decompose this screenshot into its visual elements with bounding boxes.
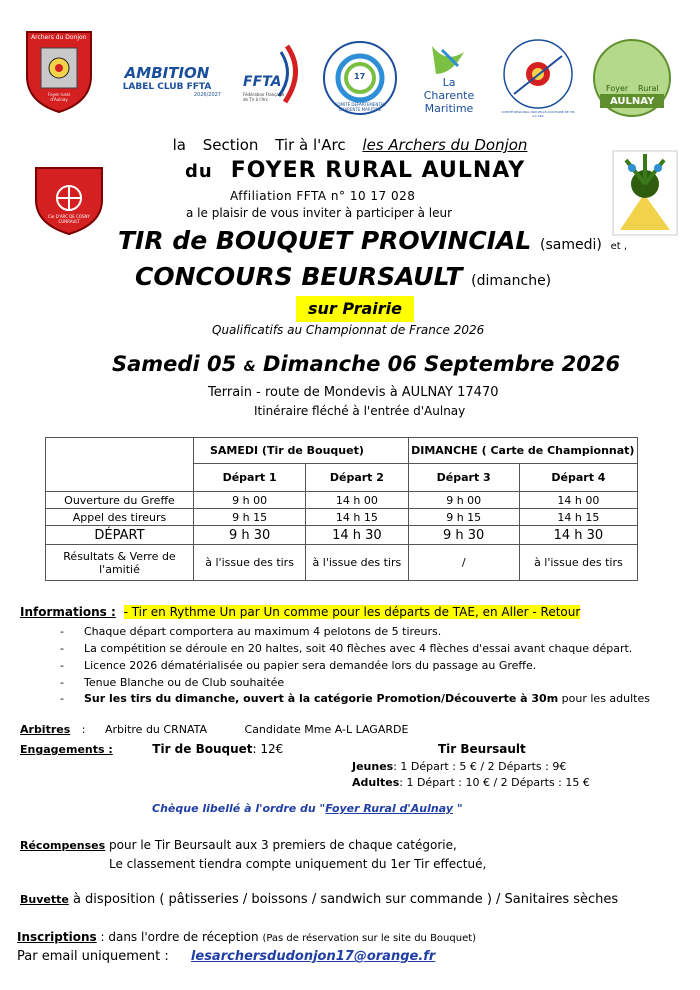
samedi-header: SAMEDI (Tir de Bouquet) <box>193 438 408 464</box>
title-bouquet-et: et , <box>610 241 627 252</box>
depart-3-header: Départ 3 <box>408 464 519 492</box>
list-item: - Sur les tirs du dimanche, ouvert à la catégorie Promotion/Découverte à 30m pour les adultes <box>60 692 650 705</box>
foyer-logo-top: Foyer <box>606 84 629 93</box>
table-cell: 14 h 30 <box>519 526 637 545</box>
table-cell: 9 h 15 <box>193 509 305 526</box>
buvette-text: à disposition ( pâtisseries / boissons / sandwich sur commande ) / Sanitaires sèches <box>68 892 619 907</box>
foyer-name: FOYER RURAL AULNAY <box>230 158 526 183</box>
row-label-line2: l'amitié <box>99 562 140 576</box>
informations-highlight: - Tir en Rythme Un par Un comme pour les départs de TAE, en Aller - Retour <box>123 605 581 619</box>
archers-logo-bottom-text: Foyer rural d'Aulnay <box>48 92 70 102</box>
title-beursault-text: CONCOURS BEURSAULT <box>135 262 463 291</box>
itineraire-text: Itinéraire fléché à l'entrée d'Aulnay <box>254 404 466 418</box>
cheque-payee: Foyer Rural d'Aulnay <box>325 802 453 815</box>
jeunes-price: : 1 Départ : 5 € / 2 Départs : 9€ <box>393 760 567 773</box>
date-sunday: Dimanche 06 Septembre 2026 <box>263 352 621 376</box>
foyer-du: du <box>185 161 213 182</box>
recompenses-text: pour le Tir Beursault aux 3 premiers de chaque catégorie, <box>105 838 457 852</box>
event-date <box>112 352 620 376</box>
row-label <box>46 545 194 581</box>
cheque-line <box>152 802 463 815</box>
depart-4-header: Départ 4 <box>519 464 637 492</box>
bouquet-fee: : 12€ <box>252 742 284 756</box>
title-bouquet-text: TIR de BOUQUET PROVINCIAL <box>118 226 532 255</box>
archers-logo-top-text: Archers du Donjon <box>31 34 87 41</box>
comite-regional-text: COMITÉ RÉGIONAL NOUVELLE-AQUITAINE DE TIR À L'ARC <box>501 110 575 118</box>
foyer-line <box>185 158 525 183</box>
prairie-badge: sur Prairie <box>296 296 414 322</box>
ambition-label-logo <box>113 62 221 100</box>
row-label: Ouverture du Greffe <box>46 492 194 509</box>
table-cell: à l'issue des tirs <box>193 545 305 581</box>
bouquet-fee-label: Tir de Bouquet <box>152 742 253 756</box>
table-cell: 9 h 00 <box>408 492 519 509</box>
inscriptions-text: : dans l'ordre de réception <box>96 930 263 944</box>
ambition-sub: LABEL CLUB FFTA <box>122 82 212 92</box>
email-line <box>17 949 435 964</box>
section-line <box>0 136 700 154</box>
cie-arc-logo <box>30 164 108 236</box>
list-item: - Licence 2026 dématérialisée ou papier sera demandée lors du passage au Greffe. <box>60 659 537 672</box>
adultes-price: : 1 Départ : 10 € / 2 Départs : 15 € <box>399 776 590 789</box>
cheque-suffix: " <box>453 802 463 815</box>
email-link[interactable]: lesarchersdudonjon17@orange.fr <box>190 949 436 964</box>
ffta-title: FFTA <box>243 74 282 90</box>
table-row <box>46 509 638 526</box>
recompenses-label: Récompenses <box>20 839 106 852</box>
bullet-text: Tenue Blanche ou de Club souhaitée <box>84 676 285 689</box>
affiliation: Affiliation FFTA n° 10 17 028 <box>230 189 416 203</box>
informations-line <box>20 605 580 619</box>
email-label: Par email uniquement : <box>17 949 169 964</box>
recompenses-line <box>20 838 457 852</box>
schedule-table <box>45 437 638 581</box>
invite-text: a le plaisir de vous inviter à participer à leur <box>186 206 453 220</box>
ambition-title: AMBITION <box>124 64 210 82</box>
bullet-text: Licence 2026 dématérialisée ou papier sera demandée lors du passage au Greffe. <box>84 659 537 672</box>
table-corner <box>46 438 194 492</box>
section-word-tir: Tir à l'Arc <box>275 136 346 154</box>
section-word-section: Section <box>202 136 259 154</box>
arbitres-colon: : <box>81 723 86 736</box>
title-beursault <box>135 262 551 291</box>
depart-2-header: Départ 2 <box>306 464 408 492</box>
row-label: DÉPART <box>46 526 194 545</box>
list-item: - Chaque départ comportera au maximum 4 pelotons de 5 tireurs. <box>60 625 442 638</box>
title-bouquet <box>118 226 627 255</box>
table-cell: 14 h 00 <box>306 492 408 509</box>
recompenses-line2: Le classement tiendra compte uniquement du 1er Tir effectué, <box>109 857 487 871</box>
table-cell: à l'issue des tirs <box>306 545 408 581</box>
inscriptions-label: Inscriptions <box>17 930 97 944</box>
depart-1-header: Départ 1 <box>193 464 305 492</box>
list-item: - La compétition se déroule en 20 haltes, soit 40 flèches avec 4 flèches d'essai avant chaque départ. <box>60 642 633 655</box>
title-bouquet-suffix: (samedi) <box>540 237 602 253</box>
arbitres-label: Arbitres <box>20 723 71 736</box>
arbitre-1: Arbitre du CRNATA <box>105 723 208 736</box>
charente-title: La Charente Maritime <box>423 76 475 115</box>
bullet-text: La compétition se déroule en 20 haltes, soit 40 flèches avec 4 flèches d'essai avant chaque départ. <box>84 642 633 655</box>
table-cell: 9 h 15 <box>408 509 519 526</box>
bullet-text: pour les adultes <box>558 692 650 705</box>
adultes-label: Adultes <box>352 776 400 789</box>
engagements-label: Engagements : <box>20 743 113 756</box>
row-label-line1: Résultats & Verre de <box>63 549 176 563</box>
table-row <box>46 545 638 581</box>
ambition-year: 2026/2027 <box>193 92 221 98</box>
foyer-logo-bottom: AULNAY <box>610 96 655 107</box>
table-row <box>46 526 638 545</box>
archers-du-donjon-logo <box>25 30 93 114</box>
bullet-text: Chaque départ comportera au maximum 4 pelotons de 5 tireurs. <box>84 625 442 638</box>
informations-label: Informations : <box>20 605 116 619</box>
table-cell: à l'issue des tirs <box>519 545 637 581</box>
arbitres-line <box>20 723 408 736</box>
table-cell: 9 h 30 <box>408 526 519 545</box>
adultes-line <box>352 776 590 789</box>
comite-regional-logo <box>500 34 576 120</box>
section-word-la: la <box>172 136 186 154</box>
table-cell: 14 h 30 <box>306 526 408 545</box>
dimanche-header: DIMANCHE ( Carte de Championnat) <box>408 438 637 464</box>
jeunes-label: Jeunes <box>352 760 394 773</box>
date-saturday: Samedi 05 <box>112 352 237 376</box>
comite-dep-text: COMITÉ DÉPARTEMENTAL CHARENTE MARITIME <box>334 102 386 112</box>
buvette-line <box>20 892 618 907</box>
arbitre-2: Candidate Mme A-L LAGARDE <box>244 723 409 736</box>
beursault-fee-label: Tir Beursault <box>438 742 526 756</box>
table-cell: / <box>408 545 519 581</box>
table-row <box>46 492 638 509</box>
row-label: Appel des tireurs <box>46 509 194 526</box>
list-item: - Tenue Blanche ou de Club souhaitée <box>60 676 285 689</box>
table-cell: 9 h 30 <box>193 526 305 545</box>
club-name: les Archers du Donjon <box>362 136 528 154</box>
cie-arc-text: Cie D'ARC DE COSNY CUNRAULT <box>48 214 90 224</box>
jeunes-line <box>352 760 566 773</box>
charente-maritime-logo <box>412 40 484 115</box>
inscriptions-note: (Pas de réservation sur le site du Bouquet) <box>262 933 477 944</box>
qualif-text: Qualificatifs au Championnat de France 2026 <box>212 323 485 337</box>
ffta-logo <box>237 42 305 108</box>
ffta-sub: Fédération Française de Tir à l'Arc <box>243 92 285 102</box>
bouquet-flower-logo <box>612 150 678 236</box>
terrain-text: Terrain - route de Mondevis à AULNAY 17470 <box>208 385 499 400</box>
table-cell: 9 h 00 <box>193 492 305 509</box>
table-row <box>46 438 638 464</box>
cheque-prefix: Chèque libellé à l'ordre du " <box>152 802 326 815</box>
inscriptions-line <box>17 930 476 944</box>
comite-departemental-logo <box>322 40 398 116</box>
buvette-label: Buvette <box>20 893 69 906</box>
foyer-logo-mid: Rural <box>638 84 659 93</box>
table-cell: 14 h 15 <box>519 509 637 526</box>
date-amp: & <box>243 359 256 375</box>
engagements-line <box>20 742 680 756</box>
title-beursault-suffix: (dimanche) <box>471 273 552 289</box>
table-cell: 14 h 00 <box>519 492 637 509</box>
bullet-bold-text: Sur les tirs du dimanche, ouvert à la catégorie Promotion/Découverte à 30m <box>84 692 559 705</box>
foyer-rural-aulnay-logo <box>592 38 672 118</box>
table-cell: 14 h 15 <box>306 509 408 526</box>
comite-dep-number: 17 <box>354 72 366 81</box>
